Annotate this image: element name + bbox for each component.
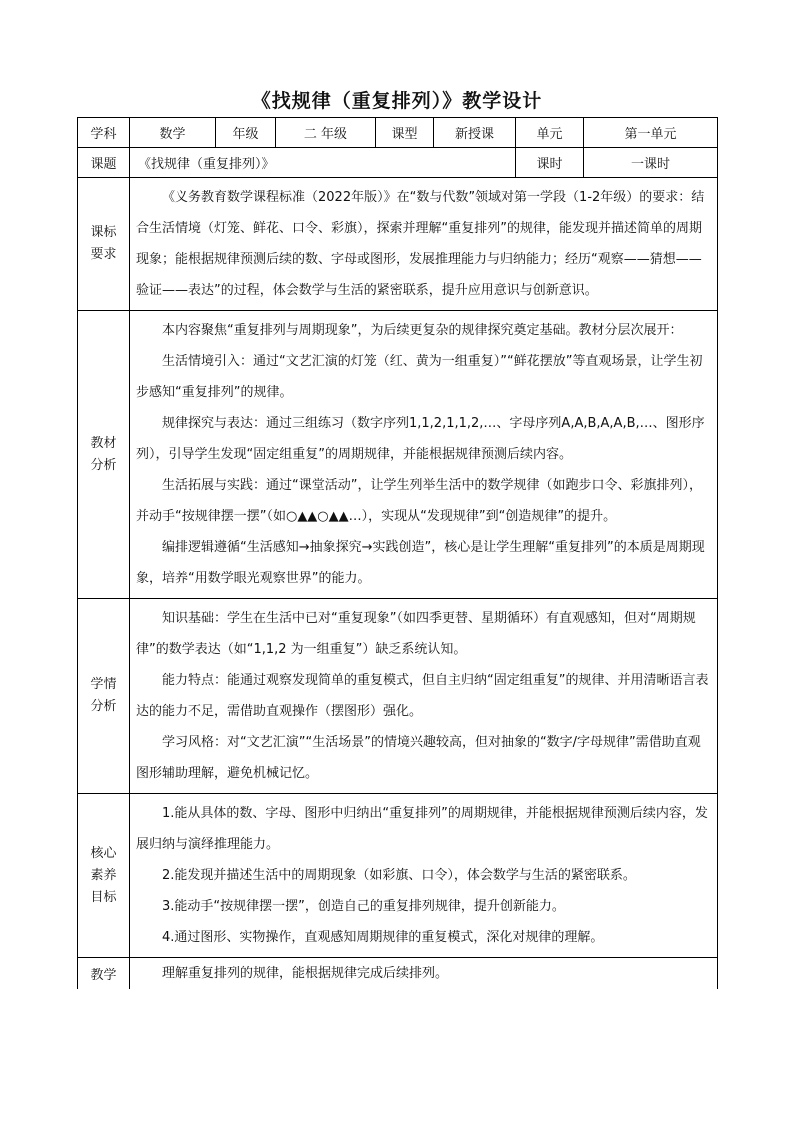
goal-item: 3.能动手“按规律摆一摆”，创造自己的重复排列规律，提升创新能力。 — [162, 899, 565, 914]
goals-content — [130, 794, 718, 958]
topic-label: 课题 — [78, 148, 130, 178]
goals-label: 核心 素养 目标 — [78, 794, 130, 958]
period-label: 课时 — [516, 148, 584, 178]
material-paragraph: 编排逻辑遵循“生活感知→抽象探究→实践创造”，核心是让学生理解“重复排列”的本质是周期现象，培养“用数学眼光观察世界”的能力。 — [136, 540, 705, 586]
unit-value: 第一单元 — [584, 118, 718, 148]
goal-item: 4.通过图形、实物操作，直观感知周期规律的重复模式，深化对规律的理解。 — [162, 930, 604, 945]
grade-value: 二 年级 — [276, 118, 376, 148]
learners-paragraph: 能力特点：能通过观察发现简单的重复模式，但自主归纳“固定组重复”的规律、并用清晰语言表达的能力不足，需借助直观操作（摆图形）强化。 — [136, 673, 709, 719]
subject-label: 学科 — [78, 118, 130, 148]
material-paragraph: 规律探究与表达：通过三组练习（数字序列1,1,2,1,1,2,…、字母序列A,A,B,A,A,B,…、图形序列），引导学生发现“固定组重复”的周期规律，并能根据规律预测后续内容。 — [136, 416, 705, 462]
goals-row — [78, 794, 718, 958]
learners-content — [130, 599, 718, 794]
learners-paragraph: 学习风格：对“文艺汇演”“生活场景”的情境兴趣较高，但对抽象的“数字/字母规律”需借助直观图形辅助理解，避免机械记忆。 — [136, 735, 701, 781]
material-paragraph: 本内容聚焦“重复排列与周期现象”，为后续更复杂的规律探究奠定基础。教材分层次展开： — [162, 323, 683, 338]
learners-row — [78, 599, 718, 794]
subject-value: 数学 — [130, 118, 216, 148]
lesson-type-label: 课型 — [376, 118, 434, 148]
topic-value: 《找规律（重复排列）》 — [130, 148, 516, 178]
period-value: 一课时 — [584, 148, 718, 178]
key-points-label: 教学 — [78, 958, 130, 990]
material-label: 教材 分析 — [78, 311, 130, 599]
info-row-1 — [78, 118, 718, 148]
goal-item: 2.能发现并描述生活中的周期现象（如彩旗、口令），体会数学与生活的紧密联系。 — [162, 868, 636, 883]
learners-label: 学情 分析 — [78, 599, 130, 794]
key-points-content — [130, 958, 718, 990]
grade-label: 年级 — [216, 118, 276, 148]
key-points-text: 理解重复排列的规律，能根据规律完成后续排列。 — [162, 966, 449, 981]
material-content — [130, 311, 718, 599]
lesson-type-value: 新授课 — [434, 118, 516, 148]
info-row-2 — [78, 148, 718, 178]
standards-content — [130, 178, 718, 311]
learners-paragraph: 知识基础：学生在生活中已对“重复现象”（如四季更替、星期循环）有直观感知，但对“周期规律”的数学表达（如“1,1,2 为一组重复”）缺乏系统认知。 — [136, 611, 696, 657]
material-row — [78, 311, 718, 599]
standards-label: 课标 要求 — [78, 178, 130, 311]
material-paragraph: 生活拓展与实践：通过“课堂活动”，让学生列举生活中的数学规律（如跑步口令、彩旗排列），并动手“按规律摆一摆”（如○▲▲○▲▲…），实现从“发现规律”到“创造规律”的提升。 — [136, 478, 702, 524]
standards-row — [78, 178, 718, 311]
goal-item: 1.能从具体的数、字母、图形中归纳出“重复排列”的周期规律，并能根据规律预测后续内容，发展归纳与演绎推理能力。 — [136, 806, 708, 852]
standards-paragraph: 《义务教育数学课程标准（2022年版）》在“数与代数”领域对第一学段（1-2年级）的要求：结合生活情境（灯笼、鲜花、口令、彩旗），探索并理解“重复排列”的规律，能发现并描述简单的周期现象；能根据规律预测后续的数、字母或图形，发展推理能力与归纳能力；经历“观察——猜想——验证——表达”的过程，体会数学与生活的紧密联系，提升应用意识与创新意识。 — [136, 190, 705, 298]
unit-label: 单元 — [516, 118, 584, 148]
key-points-row — [78, 958, 718, 990]
lesson-plan-table — [77, 117, 718, 989]
material-paragraph: 生活情境引入：通过“文艺汇演的灯笼（红、黄为一组重复）”“鲜花摆放”等直观场景，让学生初步感知“重复排列”的规律。 — [136, 354, 703, 400]
document-title: 《找规律（重复排列）》教学设计 — [251, 90, 543, 112]
